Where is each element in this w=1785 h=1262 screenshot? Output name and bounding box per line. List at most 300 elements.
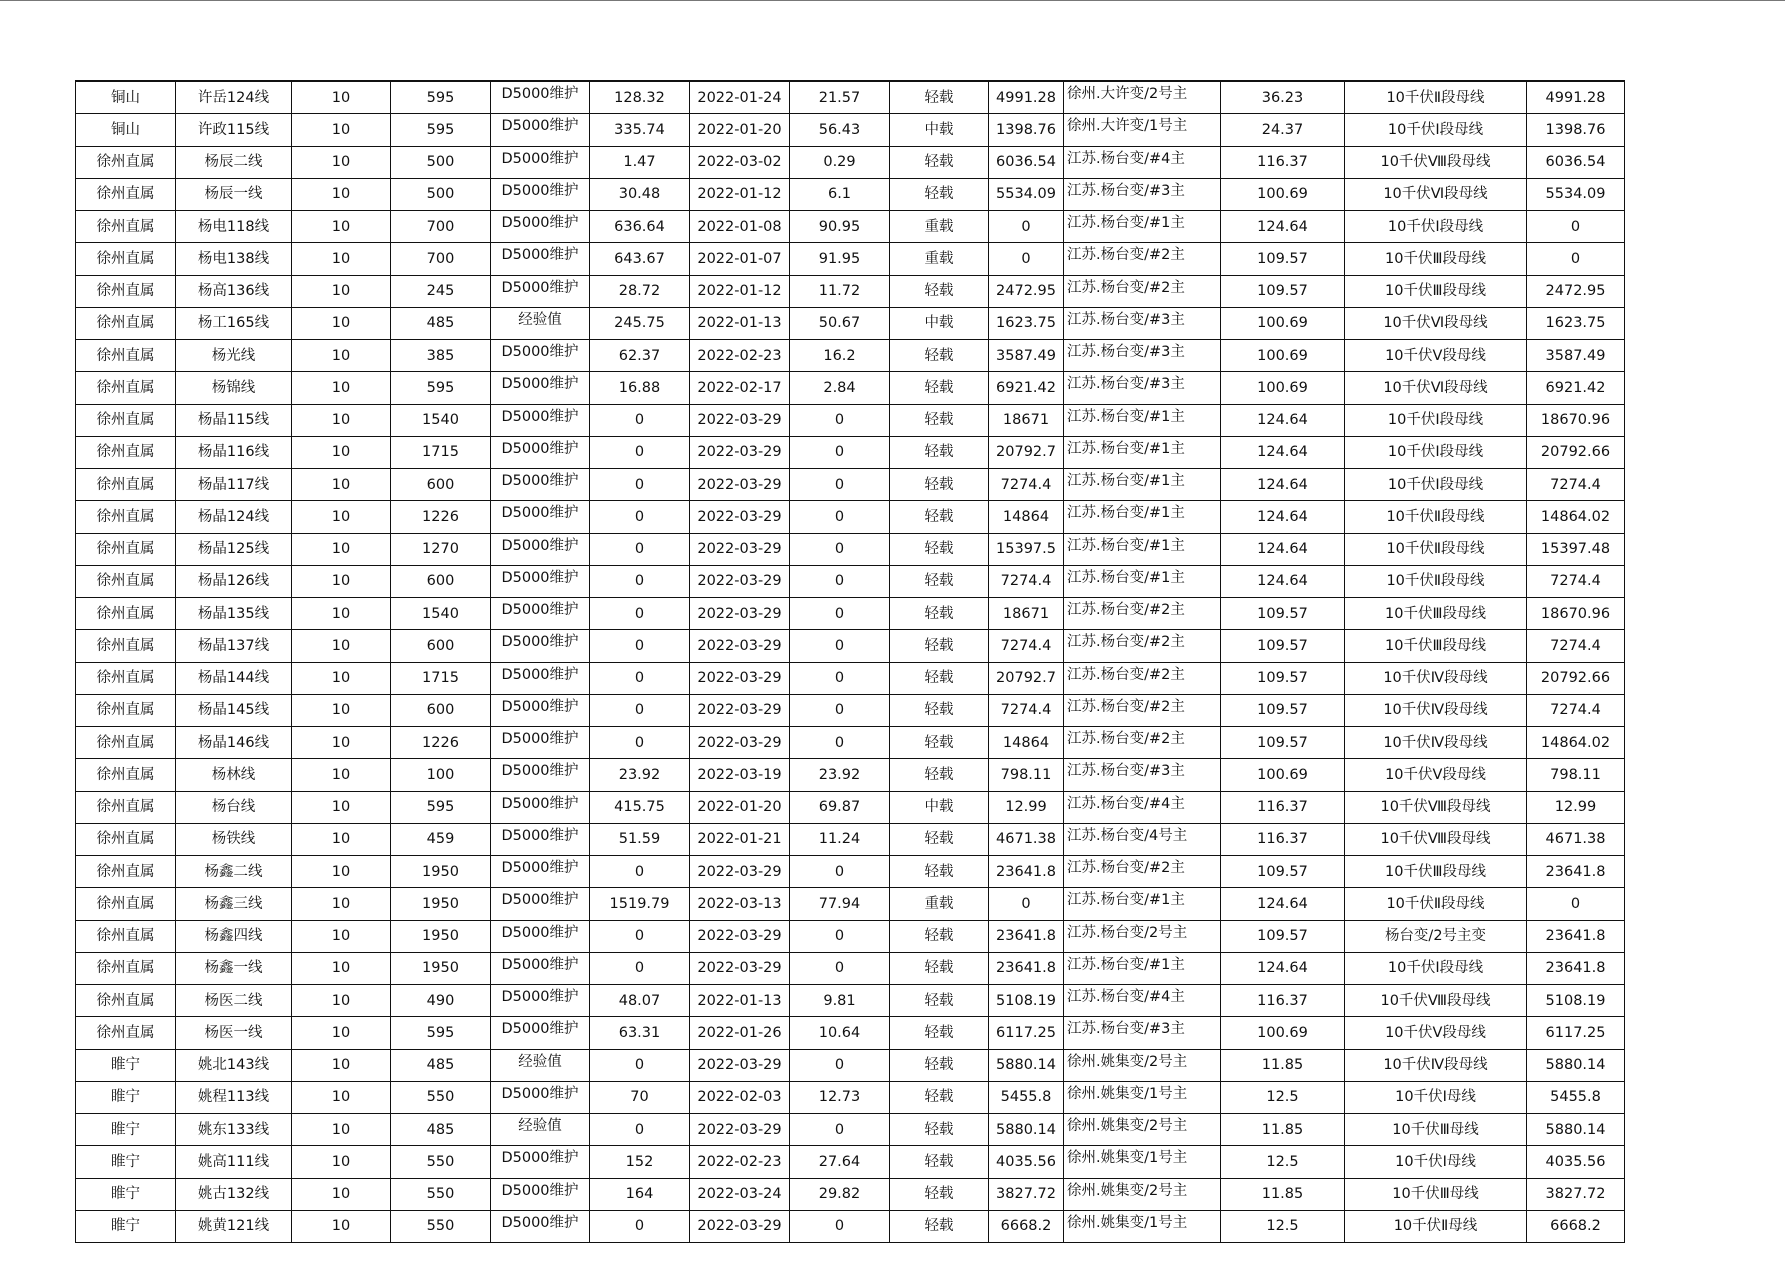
load-rate-cell: 0.29 — [790, 146, 890, 178]
company-cell: 睢宁 — [76, 1146, 176, 1178]
load-status-cell: 轻载 — [890, 759, 989, 791]
source-cell: D5000维护 — [491, 81, 590, 114]
line-name-cell: 杨锦线 — [176, 372, 292, 404]
bus-section-cell: 10千伏Ⅱ段母线 — [1345, 888, 1527, 920]
load-status-cell: 轻载 — [890, 1146, 989, 1178]
bus-section-cell: 10千伏Ⅰ段母线 — [1345, 469, 1527, 501]
voltage-cell: 10 — [292, 1081, 391, 1113]
source-cell: D5000维护 — [491, 469, 590, 501]
load-status-cell: 轻载 — [890, 1081, 989, 1113]
bus-section-cell: 10千伏Ⅴ段母线 — [1345, 759, 1527, 791]
voltage-cell: 10 — [292, 952, 391, 984]
load-rate-cell: 21.57 — [790, 81, 890, 114]
available-capacity-cell: 12.99 — [989, 791, 1064, 823]
bus-section-cell: 10千伏Ⅰ母线 — [1345, 1146, 1527, 1178]
bus-section-cell: 10千伏Ⅰ段母线 — [1345, 952, 1527, 984]
bus-section-cell: 10千伏Ⅷ段母线 — [1345, 791, 1527, 823]
table-row — [76, 404, 1625, 436]
source-cell: D5000维护 — [491, 598, 590, 630]
company-cell: 徐州直属 — [76, 501, 176, 533]
max-load-cell: 28.72 — [590, 275, 690, 307]
transformer-rate-cell: 109.57 — [1221, 856, 1345, 888]
load-status-cell: 轻载 — [890, 694, 989, 726]
capacity-cell: 550 — [391, 1081, 491, 1113]
bus-section-cell: 10千伏Ⅳ段母线 — [1345, 1049, 1527, 1081]
company-cell: 徐州直属 — [76, 598, 176, 630]
voltage-cell: 10 — [292, 211, 391, 243]
voltage-cell: 10 — [292, 888, 391, 920]
load-rate-cell: 0 — [790, 920, 890, 952]
table-row — [76, 372, 1625, 404]
load-status-cell: 中载 — [890, 307, 989, 339]
transformer-cell: 江苏.杨台变/#3主 — [1064, 759, 1221, 791]
max-load-cell: 245.75 — [590, 307, 690, 339]
company-cell: 徐州直属 — [76, 759, 176, 791]
table-row — [76, 1114, 1625, 1146]
company-cell: 徐州直属 — [76, 952, 176, 984]
transformer-cell: 江苏.杨台变/4号主 — [1064, 823, 1221, 855]
transformer-cell: 江苏.杨台变/#1主 — [1064, 469, 1221, 501]
transformer-cell: 江苏.杨台变/#4主 — [1064, 791, 1221, 823]
table-row — [76, 888, 1625, 920]
transformer-rate-cell: 36.23 — [1221, 81, 1345, 114]
company-cell: 徐州直属 — [76, 243, 176, 275]
source-cell: 经验值 — [491, 307, 590, 339]
bus-section-cell: 10千伏Ⅴ段母线 — [1345, 340, 1527, 372]
voltage-cell: 10 — [292, 243, 391, 275]
line-name-cell: 杨鑫四线 — [176, 920, 292, 952]
transformer-rate-cell: 124.64 — [1221, 404, 1345, 436]
table-row — [76, 533, 1625, 565]
date-cell: 2022-03-29 — [690, 662, 790, 694]
line-name-cell: 杨工165线 — [176, 307, 292, 339]
transformer-rate-cell: 109.57 — [1221, 243, 1345, 275]
company-cell: 徐州直属 — [76, 727, 176, 759]
company-cell: 徐州直属 — [76, 211, 176, 243]
table-row — [76, 823, 1625, 855]
max-load-cell: 30.48 — [590, 178, 690, 210]
capacity-cell: 1715 — [391, 662, 491, 694]
voltage-cell: 10 — [292, 630, 391, 662]
date-cell: 2022-01-21 — [690, 823, 790, 855]
line-name-cell: 杨林线 — [176, 759, 292, 791]
company-cell: 徐州直属 — [76, 791, 176, 823]
load-status-cell: 轻载 — [890, 340, 989, 372]
bus-section-cell: 10千伏Ⅰ段母线 — [1345, 114, 1527, 146]
table-row — [76, 694, 1625, 726]
load-status-cell: 轻载 — [890, 920, 989, 952]
bus-available-cell: 1398.76 — [1527, 114, 1625, 146]
max-load-cell: 415.75 — [590, 791, 690, 823]
capacity-cell: 595 — [391, 372, 491, 404]
bus-section-cell: 10千伏Ⅲ段母线 — [1345, 856, 1527, 888]
transformer-rate-cell: 109.57 — [1221, 598, 1345, 630]
table-row — [76, 565, 1625, 597]
date-cell: 2022-03-29 — [690, 952, 790, 984]
table-row — [76, 1210, 1625, 1242]
date-cell: 2022-03-29 — [690, 598, 790, 630]
bus-available-cell: 3587.49 — [1527, 340, 1625, 372]
transformer-rate-cell: 124.64 — [1221, 533, 1345, 565]
date-cell: 2022-01-12 — [690, 178, 790, 210]
transformer-rate-cell: 109.57 — [1221, 275, 1345, 307]
load-status-cell: 轻载 — [890, 436, 989, 468]
load-rate-cell: 50.67 — [790, 307, 890, 339]
voltage-cell: 10 — [292, 565, 391, 597]
source-cell: D5000维护 — [491, 694, 590, 726]
load-status-cell: 轻载 — [890, 985, 989, 1017]
max-load-cell: 0 — [590, 727, 690, 759]
source-cell: D5000维护 — [491, 985, 590, 1017]
load-rate-cell: 16.2 — [790, 340, 890, 372]
capacity-cell: 1950 — [391, 952, 491, 984]
source-cell: D5000维护 — [491, 243, 590, 275]
bus-section-cell: 杨台变/2号主变 — [1345, 920, 1527, 952]
load-status-cell: 轻载 — [890, 275, 989, 307]
table-row — [76, 1081, 1625, 1113]
capacity-cell: 600 — [391, 630, 491, 662]
transformer-rate-cell: 109.57 — [1221, 694, 1345, 726]
company-cell: 徐州直属 — [76, 404, 176, 436]
max-load-cell: 0 — [590, 565, 690, 597]
available-capacity-cell: 7274.4 — [989, 565, 1064, 597]
company-cell: 睢宁 — [76, 1114, 176, 1146]
bus-available-cell: 6668.2 — [1527, 1210, 1625, 1242]
line-name-cell: 杨高136线 — [176, 275, 292, 307]
load-rate-cell: 0 — [790, 565, 890, 597]
bus-available-cell: 5880.14 — [1527, 1049, 1625, 1081]
available-capacity-cell: 798.11 — [989, 759, 1064, 791]
capacity-cell: 385 — [391, 340, 491, 372]
voltage-cell: 10 — [292, 533, 391, 565]
load-status-cell: 轻载 — [890, 565, 989, 597]
company-cell: 徐州直属 — [76, 920, 176, 952]
transformer-cell: 江苏.杨台变/#1主 — [1064, 565, 1221, 597]
date-cell: 2022-03-29 — [690, 533, 790, 565]
load-rate-cell: 29.82 — [790, 1178, 890, 1210]
table-row — [76, 81, 1625, 114]
available-capacity-cell: 23641.8 — [989, 856, 1064, 888]
table-row — [76, 211, 1625, 243]
date-cell: 2022-03-29 — [690, 565, 790, 597]
bus-available-cell: 18670.96 — [1527, 404, 1625, 436]
bus-available-cell: 23641.8 — [1527, 920, 1625, 952]
source-cell: D5000维护 — [491, 1146, 590, 1178]
load-rate-cell: 0 — [790, 630, 890, 662]
load-rate-cell: 11.72 — [790, 275, 890, 307]
bus-available-cell: 7274.4 — [1527, 630, 1625, 662]
available-capacity-cell: 4671.38 — [989, 823, 1064, 855]
bus-available-cell: 0 — [1527, 243, 1625, 275]
capacity-cell: 1950 — [391, 920, 491, 952]
bus-section-cell: 10千伏Ⅱ段母线 — [1345, 501, 1527, 533]
transformer-cell: 江苏.杨台变/#1主 — [1064, 501, 1221, 533]
bus-available-cell: 7274.4 — [1527, 565, 1625, 597]
transformer-rate-cell: 124.64 — [1221, 888, 1345, 920]
date-cell: 2022-01-13 — [690, 307, 790, 339]
source-cell: D5000维护 — [491, 791, 590, 823]
date-cell: 2022-03-29 — [690, 404, 790, 436]
capacity-cell: 485 — [391, 1114, 491, 1146]
capacity-cell: 1540 — [391, 598, 491, 630]
transformer-cell: 江苏.杨台变/#3主 — [1064, 372, 1221, 404]
load-rate-cell: 0 — [790, 952, 890, 984]
load-rate-cell: 90.95 — [790, 211, 890, 243]
line-name-cell: 杨电118线 — [176, 211, 292, 243]
bus-section-cell: 10千伏Ⅵ段母线 — [1345, 372, 1527, 404]
voltage-cell: 10 — [292, 1017, 391, 1049]
available-capacity-cell: 23641.8 — [989, 920, 1064, 952]
page-top-rule — [0, 0, 1785, 1]
max-load-cell: 0 — [590, 920, 690, 952]
load-rate-cell: 0 — [790, 404, 890, 436]
bus-available-cell: 6921.42 — [1527, 372, 1625, 404]
voltage-cell: 10 — [292, 340, 391, 372]
available-capacity-cell: 6668.2 — [989, 1210, 1064, 1242]
transformer-rate-cell: 116.37 — [1221, 791, 1345, 823]
company-cell: 徐州直属 — [76, 533, 176, 565]
line-name-cell: 杨晶124线 — [176, 501, 292, 533]
transformer-cell: 江苏.杨台变/#2主 — [1064, 662, 1221, 694]
date-cell: 2022-03-29 — [690, 694, 790, 726]
company-cell: 睢宁 — [76, 1049, 176, 1081]
source-cell: D5000维护 — [491, 533, 590, 565]
transformer-cell: 徐州.姚集变/2号主 — [1064, 1178, 1221, 1210]
voltage-cell: 10 — [292, 469, 391, 501]
bus-section-cell: 10千伏Ⅷ段母线 — [1345, 823, 1527, 855]
line-name-cell: 杨晶135线 — [176, 598, 292, 630]
table-row — [76, 1049, 1625, 1081]
voltage-cell: 10 — [292, 856, 391, 888]
load-rate-cell: 91.95 — [790, 243, 890, 275]
source-cell: D5000维护 — [491, 888, 590, 920]
date-cell: 2022-01-07 — [690, 243, 790, 275]
company-cell: 铜山 — [76, 81, 176, 114]
voltage-cell: 10 — [292, 759, 391, 791]
capacity-cell: 245 — [391, 275, 491, 307]
company-cell: 徐州直属 — [76, 275, 176, 307]
date-cell: 2022-01-08 — [690, 211, 790, 243]
line-name-cell: 杨光线 — [176, 340, 292, 372]
bus-section-cell: 10千伏Ⅲ母线 — [1345, 1114, 1527, 1146]
load-status-cell: 轻载 — [890, 1049, 989, 1081]
transformer-cell: 徐州.大许变/2号主 — [1064, 81, 1221, 114]
table-row — [76, 1146, 1625, 1178]
load-rate-cell: 0 — [790, 469, 890, 501]
table-row — [76, 1178, 1625, 1210]
date-cell: 2022-03-24 — [690, 1178, 790, 1210]
available-capacity-cell: 20792.7 — [989, 662, 1064, 694]
voltage-cell: 10 — [292, 920, 391, 952]
date-cell: 2022-03-29 — [690, 630, 790, 662]
capacity-cell: 485 — [391, 1049, 491, 1081]
source-cell: D5000维护 — [491, 1178, 590, 1210]
max-load-cell: 636.64 — [590, 211, 690, 243]
available-capacity-cell: 5880.14 — [989, 1049, 1064, 1081]
table-row — [76, 275, 1625, 307]
load-rate-cell: 0 — [790, 501, 890, 533]
available-capacity-cell: 4035.56 — [989, 1146, 1064, 1178]
feeder-load-table — [75, 80, 1625, 1243]
available-capacity-cell: 6036.54 — [989, 146, 1064, 178]
voltage-cell: 10 — [292, 501, 391, 533]
transformer-cell: 江苏.杨台变/#3主 — [1064, 178, 1221, 210]
available-capacity-cell: 3827.72 — [989, 1178, 1064, 1210]
bus-section-cell: 10千伏Ⅰ段母线 — [1345, 436, 1527, 468]
line-name-cell: 杨晶117线 — [176, 469, 292, 501]
capacity-cell: 490 — [391, 985, 491, 1017]
load-status-cell: 轻载 — [890, 372, 989, 404]
bus-available-cell: 18670.96 — [1527, 598, 1625, 630]
load-status-cell: 轻载 — [890, 404, 989, 436]
source-cell: 经验值 — [491, 1114, 590, 1146]
company-cell: 徐州直属 — [76, 146, 176, 178]
line-name-cell: 杨台线 — [176, 791, 292, 823]
transformer-rate-cell: 124.64 — [1221, 211, 1345, 243]
bus-available-cell: 14864.02 — [1527, 501, 1625, 533]
load-rate-cell: 2.84 — [790, 372, 890, 404]
date-cell: 2022-03-29 — [690, 1049, 790, 1081]
transformer-rate-cell: 11.85 — [1221, 1178, 1345, 1210]
capacity-cell: 485 — [391, 307, 491, 339]
bus-available-cell: 2472.95 — [1527, 275, 1625, 307]
load-rate-cell: 0 — [790, 598, 890, 630]
transformer-rate-cell: 24.37 — [1221, 114, 1345, 146]
voltage-cell: 10 — [292, 1178, 391, 1210]
load-rate-cell: 0 — [790, 727, 890, 759]
line-name-cell: 杨晶137线 — [176, 630, 292, 662]
load-status-cell: 轻载 — [890, 1114, 989, 1146]
bus-available-cell: 5108.19 — [1527, 985, 1625, 1017]
bus-section-cell: 10千伏Ⅲ段母线 — [1345, 630, 1527, 662]
table-row — [76, 243, 1625, 275]
capacity-cell: 459 — [391, 823, 491, 855]
date-cell: 2022-03-29 — [690, 436, 790, 468]
date-cell: 2022-01-24 — [690, 81, 790, 114]
available-capacity-cell: 3587.49 — [989, 340, 1064, 372]
voltage-cell: 10 — [292, 1114, 391, 1146]
source-cell: D5000维护 — [491, 759, 590, 791]
bus-available-cell: 5455.8 — [1527, 1081, 1625, 1113]
available-capacity-cell: 2472.95 — [989, 275, 1064, 307]
line-name-cell: 杨医二线 — [176, 985, 292, 1017]
table-row — [76, 1017, 1625, 1049]
source-cell: D5000维护 — [491, 501, 590, 533]
company-cell: 徐州直属 — [76, 469, 176, 501]
source-cell: D5000维护 — [491, 340, 590, 372]
date-cell: 2022-01-20 — [690, 791, 790, 823]
load-status-cell: 中载 — [890, 114, 989, 146]
voltage-cell: 10 — [292, 985, 391, 1017]
line-name-cell: 杨晶116线 — [176, 436, 292, 468]
bus-section-cell: 10千伏Ⅲ段母线 — [1345, 243, 1527, 275]
line-name-cell: 许政115线 — [176, 114, 292, 146]
transformer-rate-cell: 12.5 — [1221, 1146, 1345, 1178]
voltage-cell: 10 — [292, 436, 391, 468]
company-cell: 徐州直属 — [76, 823, 176, 855]
bus-available-cell: 23641.8 — [1527, 952, 1625, 984]
available-capacity-cell: 14864 — [989, 501, 1064, 533]
available-capacity-cell: 1623.75 — [989, 307, 1064, 339]
bus-available-cell: 7274.4 — [1527, 469, 1625, 501]
line-name-cell: 杨鑫一线 — [176, 952, 292, 984]
table-row — [76, 727, 1625, 759]
company-cell: 徐州直属 — [76, 856, 176, 888]
transformer-cell: 江苏.杨台变/#4主 — [1064, 146, 1221, 178]
max-load-cell: 0 — [590, 856, 690, 888]
capacity-cell: 1540 — [391, 404, 491, 436]
load-rate-cell: 11.24 — [790, 823, 890, 855]
load-status-cell: 轻载 — [890, 598, 989, 630]
transformer-rate-cell: 11.85 — [1221, 1114, 1345, 1146]
available-capacity-cell: 18671 — [989, 598, 1064, 630]
line-name-cell: 姚黄121线 — [176, 1210, 292, 1242]
capacity-cell: 500 — [391, 178, 491, 210]
max-load-cell: 0 — [590, 533, 690, 565]
transformer-cell: 江苏.杨台变/#2主 — [1064, 694, 1221, 726]
available-capacity-cell: 23641.8 — [989, 952, 1064, 984]
source-cell: D5000维护 — [491, 178, 590, 210]
line-name-cell: 杨铁线 — [176, 823, 292, 855]
transformer-cell: 徐州.姚集变/1号主 — [1064, 1146, 1221, 1178]
load-status-cell: 轻载 — [890, 662, 989, 694]
transformer-cell: 徐州.姚集变/1号主 — [1064, 1210, 1221, 1242]
source-cell: D5000维护 — [491, 146, 590, 178]
available-capacity-cell: 0 — [989, 243, 1064, 275]
transformer-rate-cell: 100.69 — [1221, 340, 1345, 372]
load-status-cell: 轻载 — [890, 1178, 989, 1210]
bus-available-cell: 14864.02 — [1527, 727, 1625, 759]
source-cell: D5000维护 — [491, 372, 590, 404]
available-capacity-cell: 7274.4 — [989, 469, 1064, 501]
bus-available-cell: 6036.54 — [1527, 146, 1625, 178]
bus-section-cell: 10千伏Ⅲ段母线 — [1345, 275, 1527, 307]
table-row — [76, 759, 1625, 791]
max-load-cell: 0 — [590, 694, 690, 726]
max-load-cell: 0 — [590, 598, 690, 630]
voltage-cell: 10 — [292, 823, 391, 855]
max-load-cell: 0 — [590, 1049, 690, 1081]
date-cell: 2022-03-13 — [690, 888, 790, 920]
max-load-cell: 0 — [590, 1114, 690, 1146]
bus-section-cell: 10千伏Ⅲ段母线 — [1345, 598, 1527, 630]
company-cell: 睢宁 — [76, 1210, 176, 1242]
date-cell: 2022-03-02 — [690, 146, 790, 178]
capacity-cell: 1715 — [391, 436, 491, 468]
voltage-cell: 10 — [292, 146, 391, 178]
available-capacity-cell: 20792.7 — [989, 436, 1064, 468]
capacity-cell: 500 — [391, 146, 491, 178]
line-name-cell: 姚北143线 — [176, 1049, 292, 1081]
load-status-cell: 重载 — [890, 888, 989, 920]
table-row — [76, 114, 1625, 146]
source-cell: D5000维护 — [491, 856, 590, 888]
source-cell: D5000维护 — [491, 275, 590, 307]
transformer-rate-cell: 116.37 — [1221, 146, 1345, 178]
available-capacity-cell: 0 — [989, 211, 1064, 243]
date-cell: 2022-02-03 — [690, 1081, 790, 1113]
max-load-cell: 48.07 — [590, 985, 690, 1017]
line-name-cell: 杨电138线 — [176, 243, 292, 275]
company-cell: 徐州直属 — [76, 888, 176, 920]
load-rate-cell: 12.73 — [790, 1081, 890, 1113]
bus-section-cell: 10千伏Ⅰ段母线 — [1345, 211, 1527, 243]
capacity-cell: 1950 — [391, 856, 491, 888]
load-status-cell: 中载 — [890, 791, 989, 823]
capacity-cell: 1270 — [391, 533, 491, 565]
load-status-cell: 轻载 — [890, 1017, 989, 1049]
available-capacity-cell: 5880.14 — [989, 1114, 1064, 1146]
